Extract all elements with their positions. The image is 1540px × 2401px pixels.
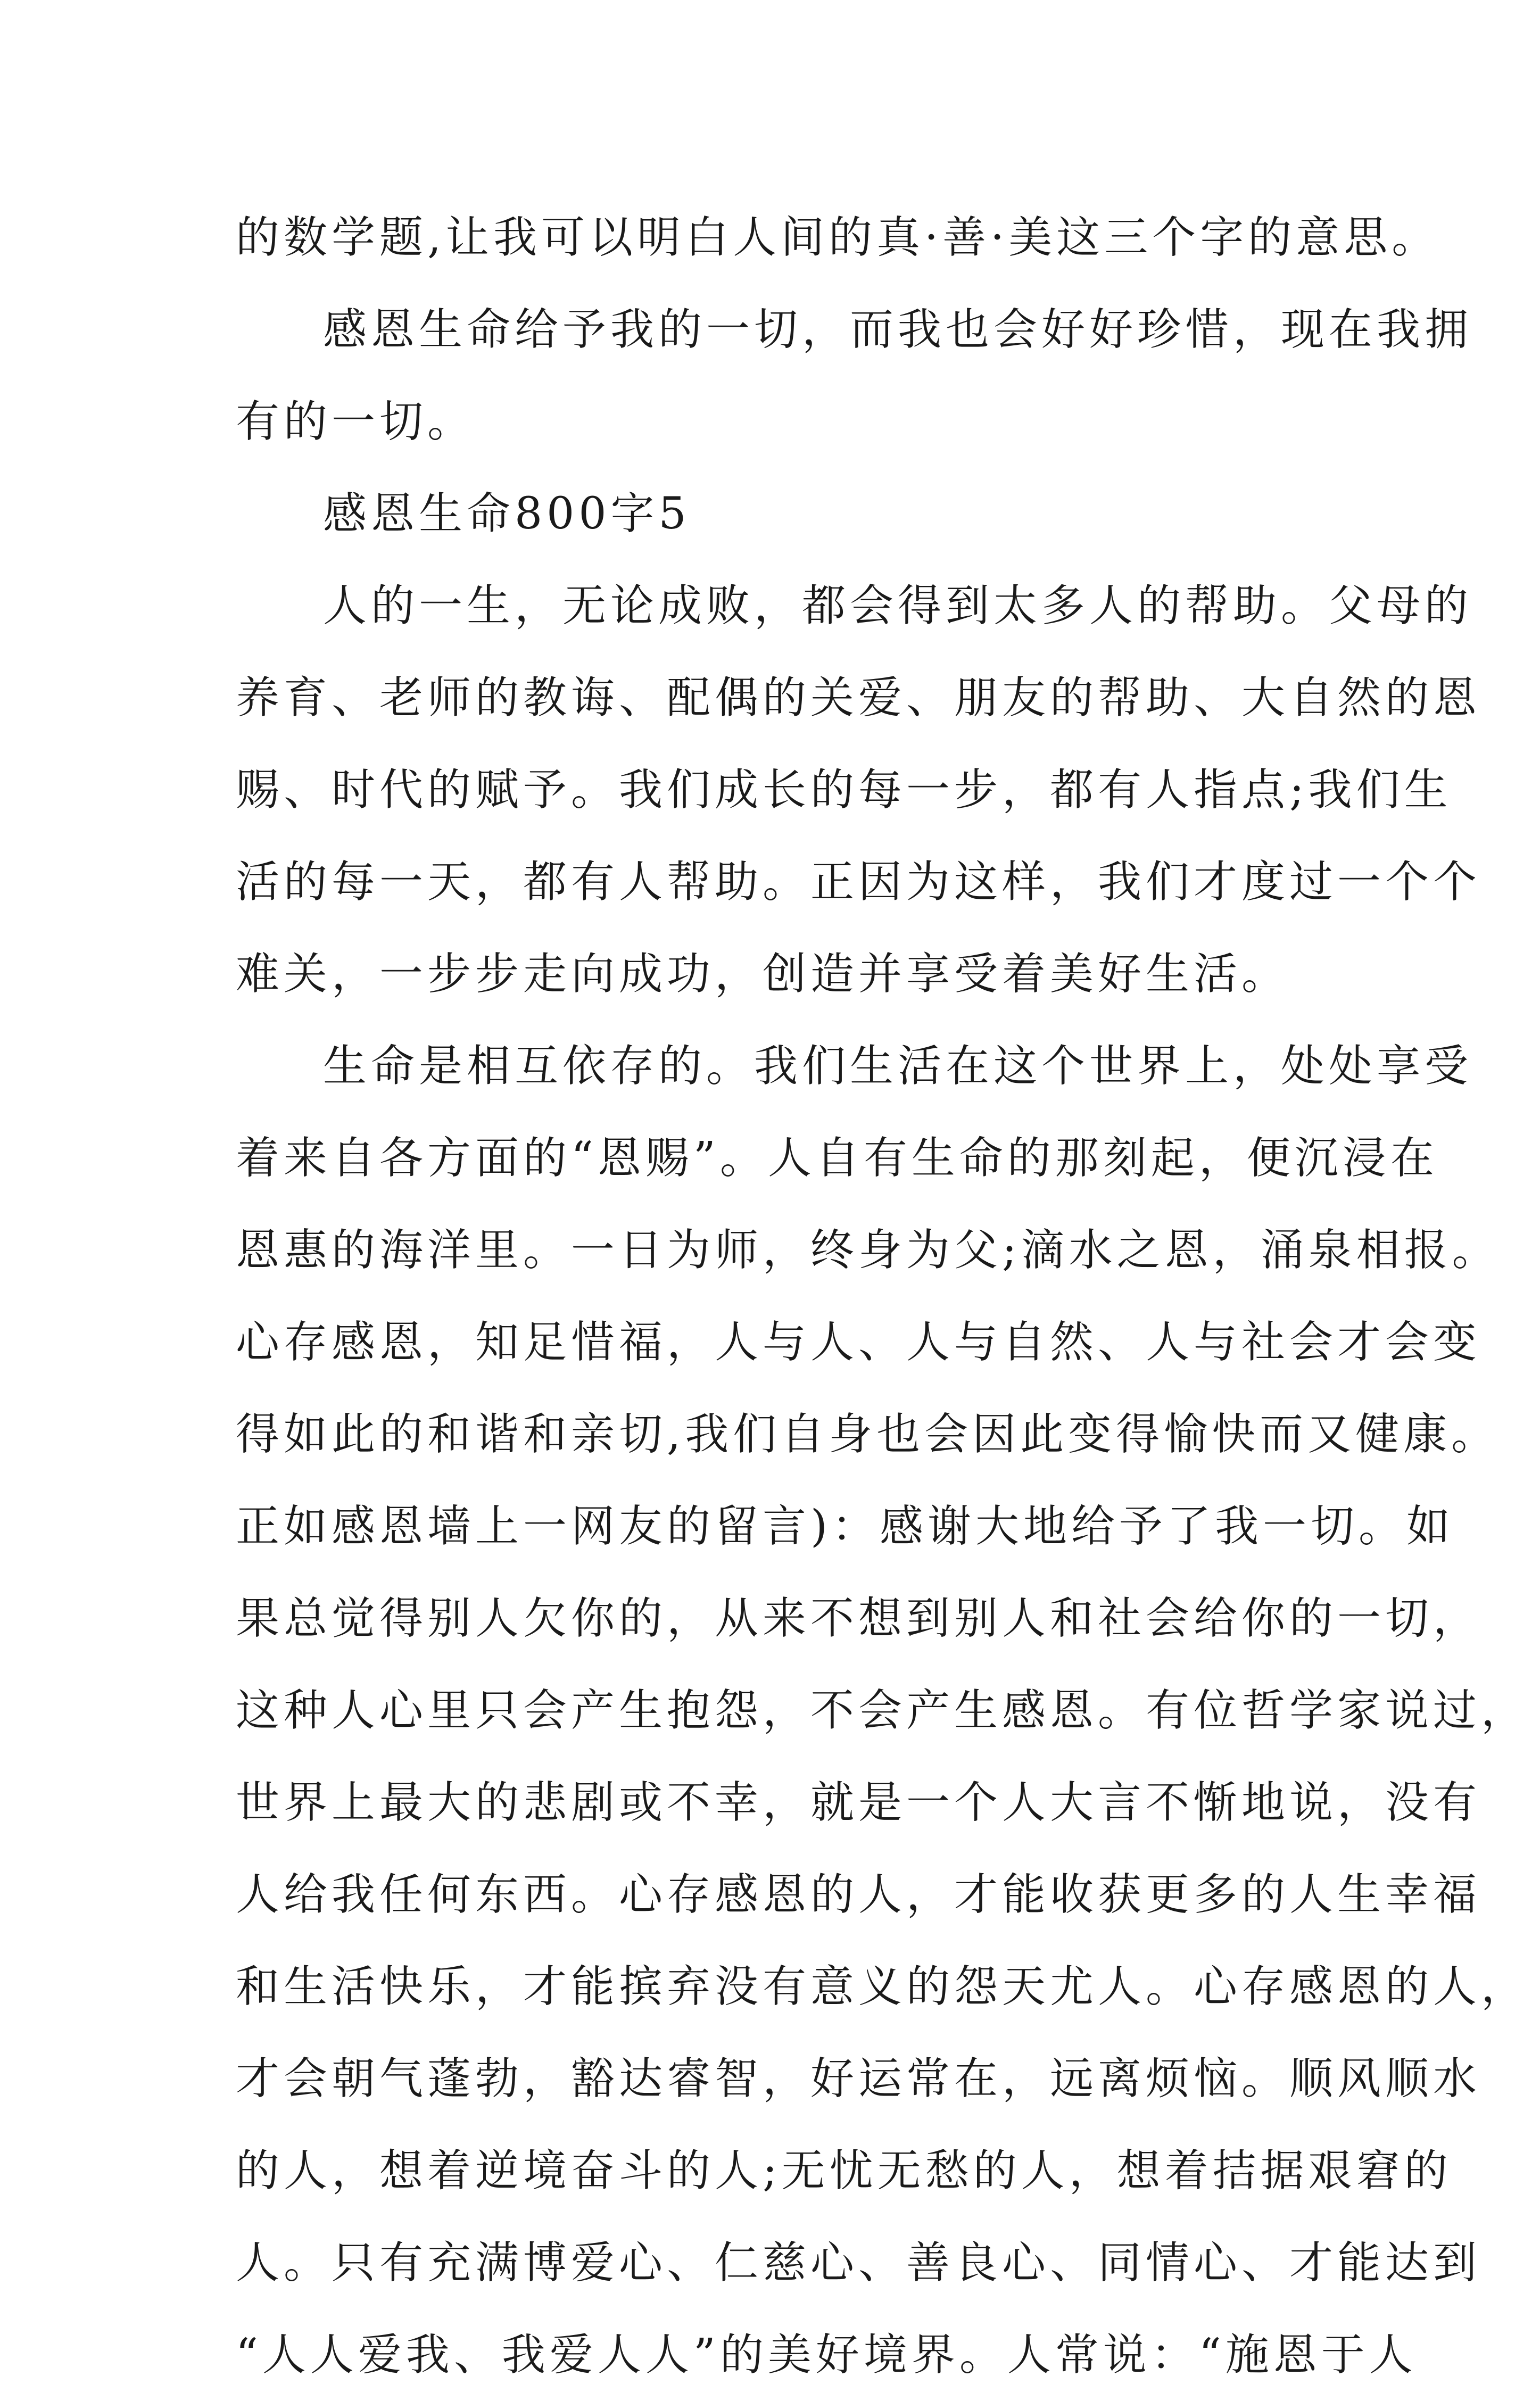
text-line: 有的一切。 [236,396,476,447]
text-line: 人的一生，无论成败，都会得到太多人的帮助。父母的 [323,581,1473,631]
text-line: 正如感恩墙上一网友的留言)：感谢大地给予了我一切。如 [236,1501,1454,1552]
text-line: 人。只有充满博爱心、仁慈心、善良心、同情心、才能达到 [236,2238,1481,2288]
text-line: 感恩生命给予我的一切，而我也会好好珍惜，现在我拥 [323,304,1473,355]
text-line: 得如此的和谐和亲切,我们自身也会因此变得愉快而又健康。 [236,1409,1500,1460]
text-line: 活的每一天，都有人帮助。正因为这样，我们才度过一个个 [236,857,1481,907]
text-line: 恩惠的海洋里。一日为师，终身为父;滴水之恩，涌泉相报。 [236,1225,1500,1276]
text-line: 的人，想着逆境奋斗的人;无忧无愁的人，想着拮据艰窘的 [236,2146,1452,2196]
text-line: 和生活快乐，才能摈弃没有意义的怨天尤人。心存感恩的人， [236,1961,1529,2012]
body-text [236,192,1529,2401]
text-line: 养育、老师的教诲、配偶的关爱、朋友的帮助、大自然的恩 [236,673,1481,723]
text-line: 生命是相互依存的。我们生活在这个世界上，处处享受 [323,1041,1473,1091]
text-line: 着来自各方面的“恩赐”。人自有生命的那刻起，便沉浸在 [236,1133,1438,1183]
text-line: 果总觉得别人欠你的，从来不想到别人和社会给你的一切， [236,1593,1481,1644]
text-line: 的数学题,让我可以明白人间的真·善·美这三个字的意思。 [236,212,1440,263]
text-line: 难关，一步步走向成功，创造并享受着美好生活。 [236,949,1290,999]
text-line: 世界上最大的悲剧或不幸，就是一个人大言不惭地说，没有 [236,1777,1481,1828]
section-heading: 感恩生命800字5 [323,489,691,539]
text-line: “人人爱我、我爱人人”的美好境界。人常说：“施恩于人 [236,2330,1417,2380]
text-line: 赐、时代的赋予。我们成长的每一步，都有人指点;我们生 [236,765,1452,815]
text-line: 这种人心里只会产生抱怨，不会产生感恩。有位哲学家说过， [236,1685,1529,1736]
text-line: 才会朝气蓬勃，豁达睿智，好运常在，远离烦恼。顺风顺水 [236,2054,1481,2104]
text-line: 人给我任何东西。心存感恩的人，才能收获更多的人生幸福 [236,1869,1481,1920]
text-line: 心存感恩，知足惜福，人与人、人与自然、人与社会才会变 [236,1317,1481,1368]
